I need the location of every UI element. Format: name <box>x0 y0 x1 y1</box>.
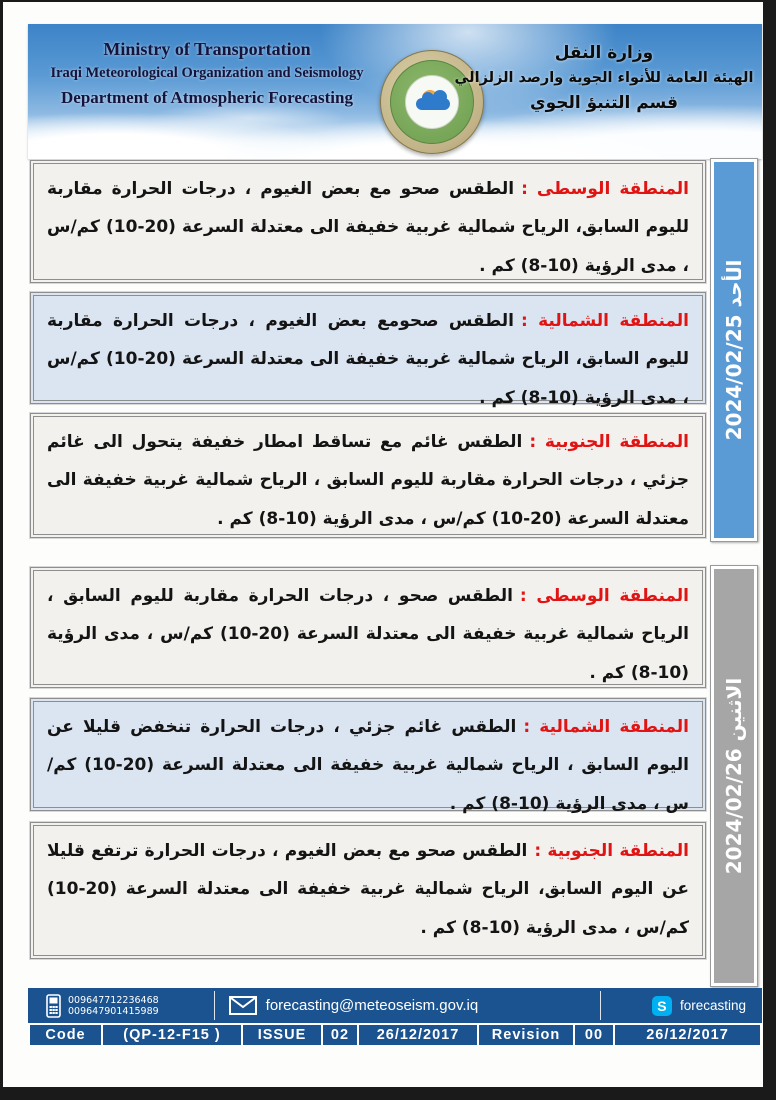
forecast-text <box>34 571 702 696</box>
footer-separator <box>214 991 215 1020</box>
revision-cell-label: Revision <box>479 1025 575 1045</box>
region-label: المنطقة الجنوبية : <box>529 432 689 452</box>
footer-contact-bar <box>28 988 762 1023</box>
logo-inner-disc <box>405 75 459 129</box>
department-title-en: Department of Atmospheric Forecasting <box>61 88 353 107</box>
forecast-text <box>34 164 702 289</box>
issue-cell-label: ISSUE <box>243 1025 323 1045</box>
phone-number-1: 009647712236468 <box>68 994 159 1006</box>
forecast-body-text: الطقس غائم مع تساقط امطار خفيفة يتحول الى غائم جزئي ، درجات الحرارة مقاربة لليوم السابق ، الرياح شمالية غربية خفيفة الى معتدلة السرعة (20-10) كم/س ، مدى الرؤية (10-8) كم . <box>47 432 689 529</box>
ministry-title-ar: وزارة النقل <box>554 43 654 63</box>
department-title-ar: قسم التنبؤ الجوي <box>530 93 678 113</box>
forecast-text <box>34 702 702 827</box>
email-contact-block <box>229 996 479 1015</box>
forecast-body-text: الطقس صحومع بعض الغيوم ، درجات الحرارة مقاربة لليوم السابق، الرياح شمالية غربية خفيفة الى معتدلة السرعة (20-10) كم/س ، مدى الرؤية (10-8) كم . <box>47 311 689 408</box>
skype-username: forecasting <box>679 998 746 1013</box>
region-label: المنطقة الشمالية : <box>523 717 689 737</box>
phone-numbers <box>68 995 159 1017</box>
forecast-box-sunday-southern <box>30 413 706 538</box>
forecast-body-text: الطقس صحو مع بعض الغيوم ، درجات الحرارة ترتفع قليلا عن اليوم السابق، الرياح شمالية غربية خفيفة الى معتدلة السرعة (20-10) كم/س ، مدى الرؤية (10-8) كم . <box>47 841 689 938</box>
region-label: المنطقة الجنوبية : <box>534 841 689 861</box>
sunday-date-sidebar <box>710 158 758 542</box>
region-label: المنطقة الشمالية : <box>520 311 689 331</box>
forecast-body-text: الطقس غائم جزئي ، درجات الحرارة تنخفض قليلا عن اليوم السابق ، الرياح شمالية غربية خفيفة الى معتدلة السرعة (20-10) كم/س ، مدى الرؤية (10-8) كم . <box>47 717 689 814</box>
ministry-title-en: Ministry of Transportation <box>103 39 311 59</box>
cloud-icon <box>416 98 450 110</box>
email-address: forecasting@meteoseism.gov.iq <box>265 997 479 1014</box>
sunday-date-sidebar-fill <box>714 162 754 538</box>
envelope-icon <box>229 996 257 1015</box>
skype-contact-block <box>652 996 746 1016</box>
code-cell-label: Code <box>28 1025 103 1045</box>
document-code-row <box>28 1023 762 1045</box>
region-label: المنطقة الوسطى : <box>521 179 689 199</box>
forecast-text <box>34 417 702 542</box>
forecast-body-text: الطقس صحو ، درجات الحرارة مقاربة لليوم السابق ، الرياح شمالية غربية خفيفة الى معتدلة السرعة (20-10) كم/س ، مدى الرؤية (10-8) كم . <box>47 586 689 683</box>
forecast-text <box>34 826 702 951</box>
ministry-english-title-block <box>42 36 372 111</box>
monday-date-label: الاثنين 2024/02/26 <box>722 677 746 875</box>
monday-date-sidebar-fill <box>714 569 754 983</box>
region-label: المنطقة الوسطى : <box>519 586 689 606</box>
forecast-box-monday-southern <box>30 822 706 959</box>
ministry-arabic-title-block <box>454 40 754 117</box>
mobile-phone-icon <box>46 994 61 1018</box>
code-cell-value: (QP-12-F15 ) <box>103 1025 243 1045</box>
phone-contact-block <box>46 994 159 1018</box>
issue-cell-value: 02 <box>323 1025 359 1045</box>
forecast-box-sunday-northern <box>30 292 706 408</box>
skype-icon: S <box>652 996 672 1016</box>
revision-date-cell: 26/12/2017 <box>615 1025 762 1045</box>
monday-date-sidebar <box>710 565 758 987</box>
forecast-body-text: الطقس صحو مع بعض الغيوم ، درجات الحرارة مقاربة لليوم السابق، الرياح شمالية غربية خفيفة الى معتدلة السرعة (20-10) كم/س ، مدى الرؤية (10-8) كم . <box>47 179 689 276</box>
issue-date-cell: 26/12/2017 <box>359 1025 479 1045</box>
forecast-box-monday-central <box>30 567 706 688</box>
forecast-box-monday-northern <box>30 698 706 814</box>
organization-title-ar: الهيئة العامة للأنواء الجوية وارصد الزلزالي <box>454 70 754 86</box>
organization-title-en: Iraqi Meteorological Organization and Seismology <box>50 65 364 81</box>
document-header-sky-banner <box>28 24 762 159</box>
forecast-box-sunday-central <box>30 160 706 283</box>
phone-number-2: 009647901415989 <box>68 1005 159 1017</box>
forecast-text <box>34 296 702 421</box>
footer-separator <box>600 991 601 1020</box>
document-sheet <box>3 2 763 1087</box>
sunday-date-label: الأحد 2024/02/25 <box>722 259 746 441</box>
revision-cell-value: 00 <box>575 1025 615 1045</box>
